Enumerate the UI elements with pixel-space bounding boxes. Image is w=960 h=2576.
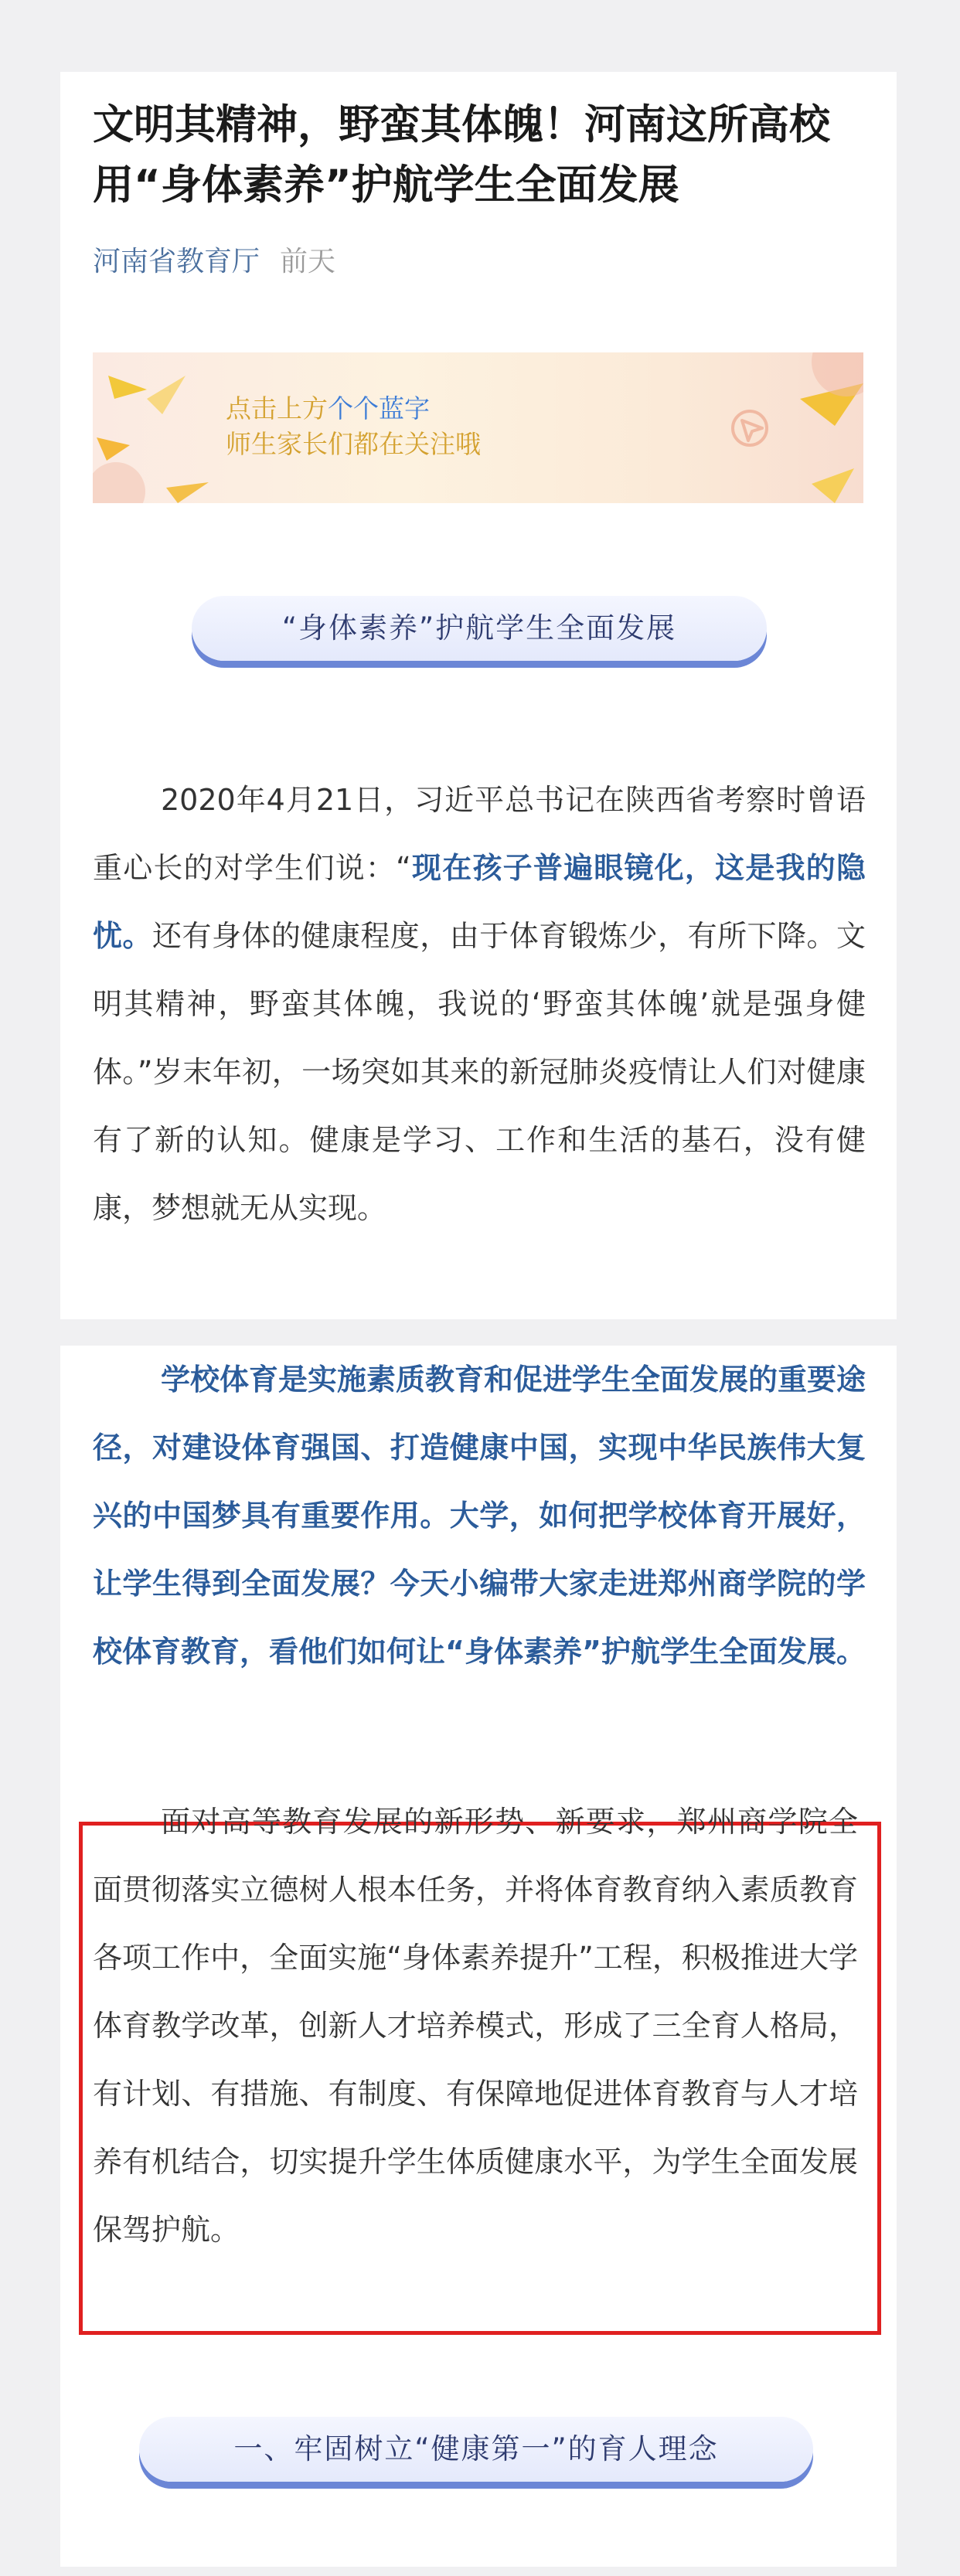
- section-heading-pill-2: 一、牢固树立“健康第一”的育人理念: [139, 2417, 813, 2482]
- banner-highlight: 个个蓝字: [328, 393, 430, 424]
- article-source-link[interactable]: 河南省教育厅: [93, 246, 260, 277]
- article-card-bottom: [60, 1346, 897, 2567]
- follow-banner[interactable]: [93, 352, 863, 503]
- cursor-click-icon: [728, 405, 774, 451]
- banner-text: [226, 391, 481, 462]
- article-card-top: [60, 72, 897, 1319]
- paragraph-intro: 2020年4月21日，习近平总书记在陕西省考察时曾语重心长的对学生们说：“现在孩子普遍眼镜化，这是我的隐忧。还有身体的健康程度，由于体育锻炼少，有所下降。文明其精神，野蛮其体魄，我说的‘野蛮其体魄’就是强身健体。”岁末年初，一场突如其来的新冠肺炎疫情让人们对健康有了新的认知。健康是学习、工作和生活的基石，没有健康，梦想就无从实现。: [93, 783, 866, 1225]
- article-time: 前天: [280, 246, 336, 277]
- quote-emphasis: 现在孩子普遍眼镜化，这是我的隐忧。: [93, 851, 866, 953]
- banner-line-2: 师生家长们都在关注哦: [226, 429, 481, 459]
- banner-line-1: 点击上方个个蓝字: [226, 393, 430, 424]
- article-title: 文明其精神，野蛮其体魄！河南这所高校用“身体素养”护航学生全面发展: [93, 101, 830, 209]
- article-meta: [93, 243, 335, 281]
- paragraph-body: 面对高等教育发展的新形势、新要求，郑州商学院全面贯彻落实立德树人根本任务，并将体育教育纳入素质教育各项工作中，全面实施“身体素养提升”工程，积极推进大学体育教学改革，创新人才培养模式，形成了三全育人格局，有计划、有措施、有制度、有保障地促进体育教育与人才培养有机结合，切实提升学生体质健康水平，为学生全面发展保驾护航。: [93, 1805, 858, 2247]
- paragraph-highlight: 学校体育是实施素质教育和促进学生全面发展的重要途径，对建设体育强国、打造健康中国，实现中华民族伟大复兴的中国梦具有重要作用。大学，如何把学校体育开展好，让学生得到全面发展？今天小编带大家走进郑州商学院的学校体育教育，看他们如何让“身体素养”护航学生全面发展。: [93, 1363, 866, 1669]
- section-heading-pill: “身体素养”护航学生全面发展: [192, 596, 767, 661]
